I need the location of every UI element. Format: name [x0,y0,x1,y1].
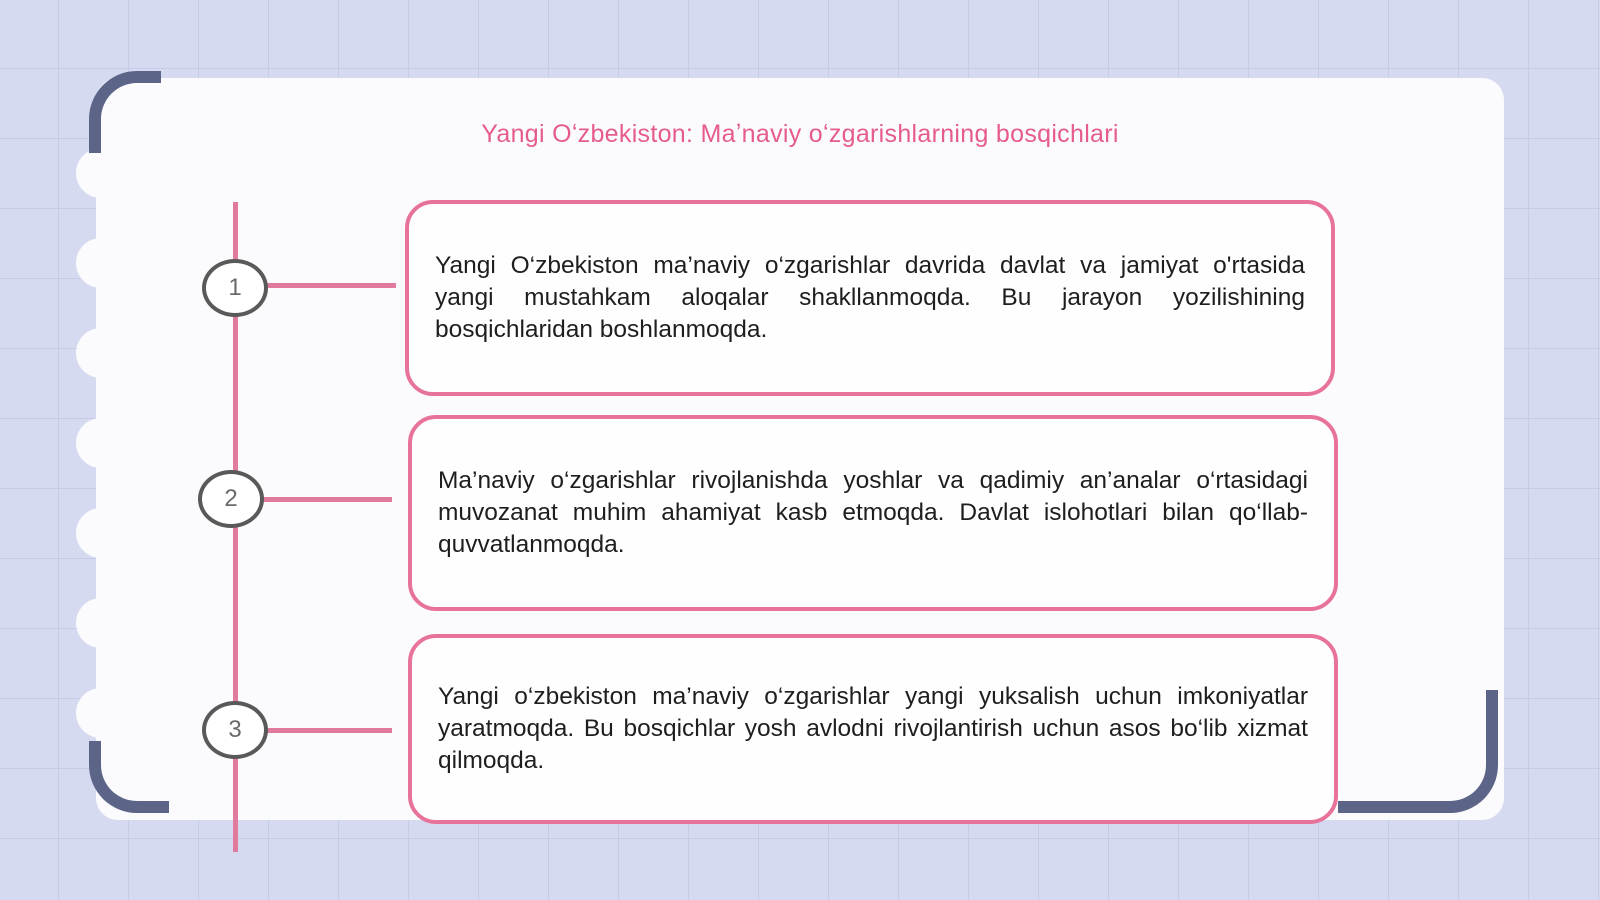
frame-corner-top-left [89,71,161,153]
step-connector [266,728,392,733]
paper-scallop [76,598,126,648]
paper-scallop [76,418,126,468]
paper-scallop [76,328,126,378]
step-text-1: Yangi O‘zbekiston ma’naviy o‘zgarishlar davrida davlat va jamiyat o'rtasida yangi mustahkam aloqalar shakllanmoqda. Bu jarayon yozilishining bosqichlaridan boshlanmoqda. [435,252,1305,343]
frame-corner-bottom-right [1338,690,1498,813]
step-number-1: 1 [202,259,268,317]
step-card-3 [408,634,1338,824]
step-card-2 [408,415,1338,611]
step-connector [266,283,396,288]
step-card-1 [405,200,1335,396]
step-number-2: 2 [198,470,264,528]
step-text-2: Ma’naviy o‘zgarishlar rivojlanishda yoshlar va qadimiy an’analar o‘rtasidagi muvozanat muhim ahamiyat kasb etmoqda. Davlat islohotlari bilan qo‘llab-quvvatlanmoqda. [438,467,1308,558]
step-connector [262,497,392,502]
paper-scallop [76,688,126,738]
paper-scallop [76,238,126,288]
slide-title: Yangi Oʻzbekiston: Maʼnaviy oʻzgarishlarning bosqichlari [481,120,1119,148]
paper-scallop [76,148,126,198]
step-number-3: 3 [202,701,268,759]
paper-scallop [76,508,126,558]
step-text-3: Yangi o‘zbekiston ma’naviy o‘zgarishlar yangi yuksalish uchun imkoniyatlar yaratmoqda. Bu bosqichlar yosh avlodni rivojlantirish uchun asos bo‘lib xizmat qilmoqda. [438,683,1308,774]
